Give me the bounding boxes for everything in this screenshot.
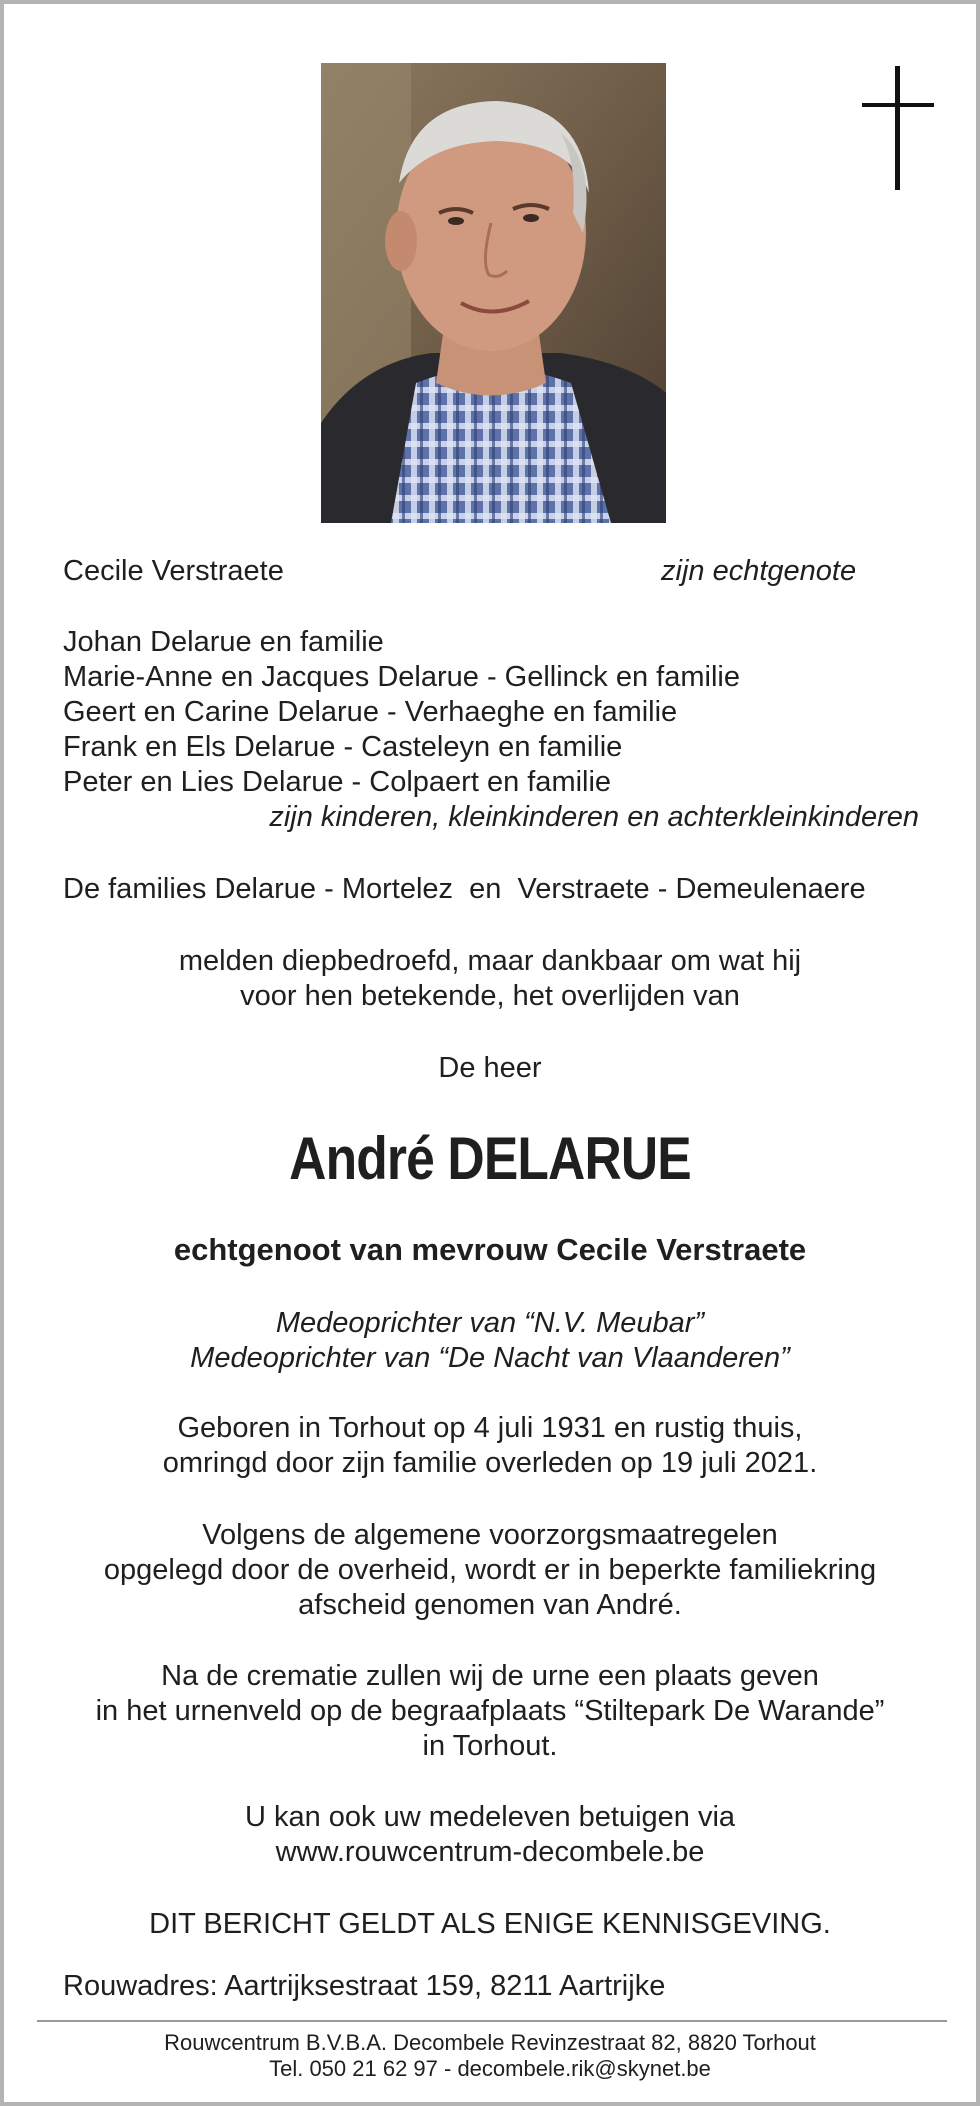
measures-line: Volgens de algemene voorzorgsmaatregelen [202,1519,778,1551]
birth-death-line: Geboren in Torhout op 4 juli 1931 en rustig thuis, [177,1412,803,1444]
cross-icon-glyph [862,66,934,190]
cremation-line: in het urnenveld op de begraafplaats “Stiltepark De Warande” [95,1695,885,1727]
measures-line: afscheid genomen van André. [298,1589,682,1621]
birth-death-block [4,1411,976,1481]
cremation-line: Na de crematie zullen wij de urne een plaats geven [161,1660,819,1692]
condolence-website[interactable]: www.rouwcentrum-decombele.be [275,1836,705,1868]
cremation-block [4,1659,976,1764]
cross-icon [862,66,934,190]
condolence-block [4,1800,976,1870]
honorific: De heer [438,1052,542,1084]
portrait-image [321,63,666,523]
children-role: zijn kinderen, kleinkinderen en achterkleinkinderen [269,801,919,833]
cofounder-block [4,1306,976,1376]
spouse-name: Cecile Verstraete [63,555,284,587]
mourning-address: Rouwadres: Aartrijksestraat 159, 8211 Aartrijke [63,1970,666,2002]
child-line: Geert en Carine Delarue - Verhaeghe en familie [63,696,678,728]
spouse-line: echtgenoot van mevrouw Cecile Verstraete [173,1232,807,1267]
footer-contact: Tel. 050 21 62 97 - decombele.rik@skynet.be [269,2056,711,2081]
portrait-photo [321,63,666,523]
measures-block [4,1518,976,1623]
child-line: Johan Delarue en familie [63,626,384,658]
footer [4,2030,976,2082]
child-line: Frank en Els Delarue - Casteleyn en familie [63,731,623,763]
child-line: Marie-Anne en Jacques Delarue - Gellinck en familie [63,661,740,693]
families-line: De families Delarue - Mortelez en Verstraete - Demeulenaere [63,873,866,905]
cofounder-line: Medeoprichter van “N.V. Meubar” [275,1307,705,1339]
birth-death-line: omringd door zijn familie overleden op 19 juli 2021. [162,1447,818,1479]
spouse-role: zijn echtgenote [661,555,857,587]
announce-line: melden diepbedroefd, maar dankbaar om wat hij [178,945,802,977]
deceased-name: André DELARUE [289,1125,691,1192]
condolence-line: U kan ook uw medeleven betuigen via [244,1801,736,1833]
footer-line: Rouwcentrum B.V.B.A. Decombele Revinzestraat 82, 8820 Torhout [164,2030,816,2055]
announce-line: voor hen betekende, het overlijden van [240,980,740,1012]
cremation-line: in Torhout. [422,1730,558,1762]
cofounder-line: Medeoprichter van “De Nacht van Vlaanderen” [190,1342,790,1374]
footer-divider [37,2020,947,2022]
announce-block [4,944,976,1014]
notice-line: DIT BERICHT GELDT ALS ENIGE KENNISGEVING. [149,1908,831,1940]
child-line: Peter en Lies Delarue - Colpaert en familie [63,766,612,798]
measures-line: opgelegd door de overheid, wordt er in beperkte familiekring [103,1554,877,1586]
